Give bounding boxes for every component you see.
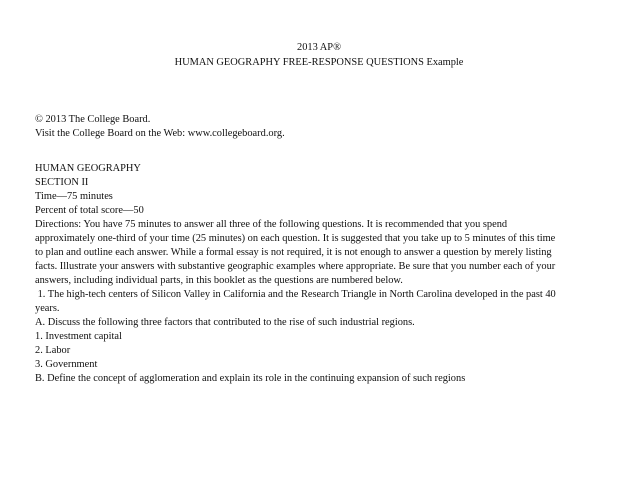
part-a-prompt: A. Discuss the following three factors that contributed to the rise of such industrial regions.	[35, 317, 415, 328]
directions-line: approximately one-third of your time (25 minutes) on each question. It is suggested that you take up to 5 minutes of this time	[35, 233, 556, 244]
exam-section	[35, 162, 595, 386]
header-title: 2013 AP®	[297, 42, 341, 53]
website-line: Visit the College Board on the Web: www.collegeboard.org.	[35, 128, 285, 139]
directions-line: to plan and outline each answer. While a formal essay is not required, it is not enough to answer a question by merely listing	[35, 247, 552, 258]
directions-line: answers, including individual parts, in this booklet as the questions are numbered below.	[35, 275, 403, 286]
factor-item: 3. Government	[35, 359, 98, 370]
question-1-line: 1. The high-tech centers of Silicon Valley in California and the Research Triangle in North Carolina developed in the past 40	[35, 289, 556, 300]
question-1-line: years.	[35, 303, 60, 314]
copyright-notice	[35, 113, 595, 141]
header-subtitle: HUMAN GEOGRAPHY FREE-RESPONSE QUESTIONS Example	[174, 57, 464, 68]
directions-line: facts. Illustrate your answers with substantive geographic examples where appropriate. Be sure that you number each of your	[35, 261, 556, 272]
subject-heading: HUMAN GEOGRAPHY	[35, 163, 141, 174]
factor-item: 1. Investment capital	[35, 331, 122, 342]
directions-line: Directions: You have 75 minutes to answer all three of the following questions. It is recommended that you spend	[35, 219, 508, 230]
time-allowed: Time—75 minutes	[35, 191, 113, 202]
copyright-line: © 2013 The College Board.	[35, 114, 151, 125]
part-b-prompt: B. Define the concept of agglomeration and explain its role in the continuing expansion of such regions	[35, 373, 466, 384]
section-heading: SECTION II	[35, 177, 89, 188]
factor-item: 2. Labor	[35, 345, 71, 356]
score-percent: Percent of total score—50	[35, 205, 144, 216]
